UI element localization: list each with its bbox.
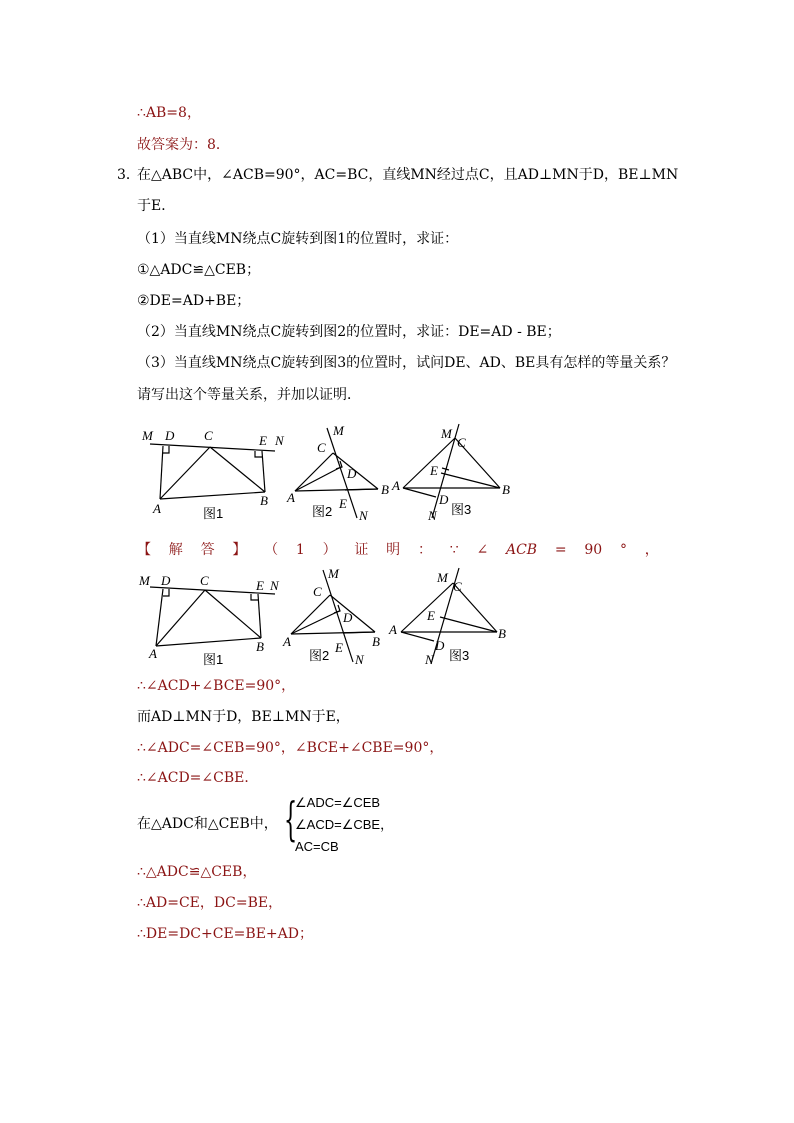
step-4: ∴∠ACD=∠CBE．	[137, 770, 259, 786]
fig1b-label-A: A	[149, 646, 157, 661]
step-3: ∴∠ADC=∠CEB=90°，∠BCE+∠CBE=90°，	[137, 740, 444, 756]
ans-h6: ）	[322, 542, 337, 558]
fig2b-label-M: M	[328, 566, 339, 581]
fig1b-label-D: D	[161, 573, 171, 588]
figures-row-2	[0, 568, 794, 668]
fig3b-label-B: B	[498, 626, 506, 641]
fig2-label-A: A	[287, 490, 295, 505]
fig1-label-C: C	[204, 428, 213, 443]
step-6: ∴△ADC≌△CEB，	[137, 864, 257, 880]
ans-h11: ∠	[476, 542, 489, 558]
fig3b-label-A: A	[389, 622, 397, 637]
fig1b-label-C: C	[200, 573, 209, 588]
fig3-label-E: E	[430, 463, 438, 478]
ans-h3: 】	[232, 542, 247, 558]
system-line-1: ∠ADC=∠CEB	[295, 795, 381, 810]
fig3-label-C: C	[457, 435, 466, 450]
question-stem-cont: 于E．	[137, 198, 176, 214]
fig3b-label-E: E	[427, 608, 435, 623]
ans-h4: （	[264, 542, 279, 558]
fig1-label-B: B	[260, 493, 268, 508]
fig1-label-M: M	[142, 428, 153, 443]
fig2b-label-E: E	[335, 640, 343, 655]
fig1-label-D: D	[165, 428, 175, 443]
fig1-label-A: A	[153, 501, 161, 516]
fig3b-label-M: M	[437, 570, 448, 585]
fig2b-caption: 图2	[309, 648, 330, 663]
ans-h13: =	[554, 542, 567, 558]
fig1-caption: 图1	[203, 506, 224, 521]
fig3-label-M: M	[441, 426, 452, 441]
ans-h5: 1	[295, 542, 305, 558]
system-brace: {	[284, 792, 298, 846]
fig2b-label-B: B	[372, 634, 380, 649]
fig1b-label-N: N	[270, 578, 279, 593]
ans-h0: 【	[137, 542, 151, 558]
question-stem: 在△ABC中，∠ACB=90°，AC=BC，直线MN经过点C，且AD⊥MN于D，BE⊥MN	[137, 167, 679, 183]
fig3b-caption: 图3	[449, 648, 470, 663]
ans-h14: 90	[584, 542, 603, 558]
fig1b-caption: 图1	[203, 652, 224, 667]
step-8: ∴DE=DC+CE=BE+AD；	[137, 926, 313, 942]
fig3-label-B: B	[502, 482, 510, 497]
fig2-label-B: B	[381, 482, 389, 497]
fig3-label-D: D	[439, 492, 449, 507]
figures-row-1	[0, 420, 794, 523]
step-7: ∴AD=CE，DC=BE，	[137, 895, 283, 911]
ans-h12: ACB	[505, 542, 538, 558]
fig1b-label-E: E	[256, 578, 264, 593]
part-1a: ①△ADC≌△CEB；	[137, 262, 261, 278]
fig3-label-N: N	[428, 508, 437, 523]
step-2: 而AD⊥MN于D，BE⊥MN于E，	[137, 709, 350, 725]
ans-h8: 明	[386, 542, 401, 558]
ans-h16: ，	[644, 542, 659, 558]
system-line-2: ∠ACD=∠CBE，	[295, 817, 394, 832]
fig3-label-A: A	[392, 478, 400, 493]
ans-h1: 解	[168, 542, 183, 558]
ans-h7: 证	[354, 542, 369, 558]
fig2b-label-D: D	[343, 610, 353, 625]
fig1b-label-B: B	[256, 639, 264, 654]
system-line-3: AC=CB	[295, 839, 339, 854]
ans-h10: ∵	[449, 542, 459, 558]
fig2-label-M: M	[333, 423, 344, 438]
fig2b-label-N: N	[355, 652, 364, 667]
fig1b-label-M: M	[139, 573, 150, 588]
fig3b-label-D: D	[435, 638, 445, 653]
answer-header	[137, 541, 659, 559]
step-5: 在△ADC和△CEB中，	[137, 816, 278, 832]
fig2-label-D: D	[347, 466, 357, 481]
step-1: ∴∠ACD+∠BCE=90°，	[137, 678, 296, 694]
fig1-label-N: N	[275, 433, 284, 448]
part-2: （2）当直线MN绕点C旋转到图2的位置时，求证：DE=AD - BE；	[137, 324, 561, 340]
fig1-label-E: E	[259, 433, 267, 448]
fig3-caption: 图3	[451, 502, 472, 517]
figure-2	[295, 428, 378, 518]
answer-line: 故答案为：8．	[137, 137, 230, 153]
ans-h9: ：	[417, 542, 432, 558]
fig2b-label-A: A	[283, 634, 291, 649]
fig2-label-E: E	[339, 496, 347, 511]
question-number: 3．	[117, 167, 140, 183]
part-1b: ②DE=AD+BE；	[137, 293, 251, 309]
fig2-caption: 图2	[312, 504, 333, 519]
ans-h15: °	[619, 542, 627, 558]
fig2-label-C: C	[317, 440, 326, 455]
fig2b-label-C: C	[313, 584, 322, 599]
fig3b-label-N: N	[425, 652, 434, 667]
fig2-label-N: N	[359, 508, 368, 523]
fig3b-label-C: C	[453, 579, 462, 594]
part-3-cont: 请写出这个等量关系，并加以证明．	[137, 387, 361, 403]
part-3: （3）当直线MN绕点C旋转到图3的位置时，试问DE、AD、BE具有怎样的等量关系？	[137, 355, 676, 371]
part-1: （1）当直线MN绕点C旋转到图1的位置时，求证：	[137, 231, 459, 247]
ans-h2: 答	[200, 542, 215, 558]
figure-1	[150, 444, 275, 499]
line-ab-equals-8: ∴AB=8，	[137, 105, 201, 121]
